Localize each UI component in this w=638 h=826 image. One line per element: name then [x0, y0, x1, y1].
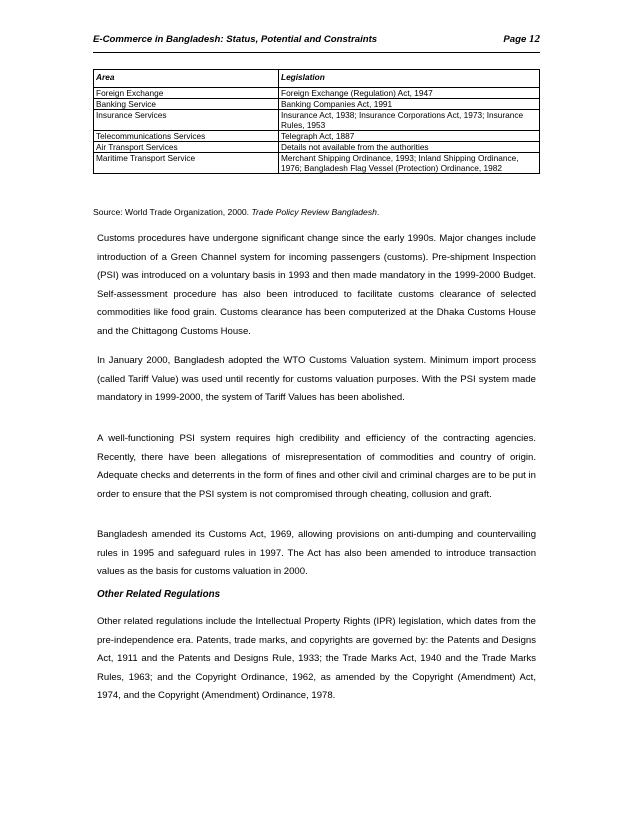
table-cell-area: Foreign Exchange: [94, 88, 279, 99]
table-row: [94, 110, 540, 131]
source-suffix: .: [376, 207, 380, 217]
table-cell-legislation: Foreign Exchange (Regulation) Act, 1947: [279, 88, 540, 99]
table-row: [94, 131, 540, 142]
table-cell-area: Air Transport Services: [94, 142, 279, 153]
table-cell-legislation: Insurance Act, 1938; Insurance Corporations Act, 1973; Insurance Rules, 1953: [279, 110, 540, 131]
page-header: [93, 33, 540, 45]
table-cell-area: Banking Service: [94, 99, 279, 110]
table-header-row: [94, 70, 540, 88]
page-number-value: 12: [529, 33, 540, 45]
source-prefix: Source: World Trade Organization, 2000.: [93, 207, 252, 217]
paragraph-customs-procedures: Customs procedures have undergone significant change since the early 1990s. Major changes include introduction of a Green Channel system for incoming passengers (customs). Pre-shipment Inspection (PSI) was introduced on a voluntary basis in 1993 and then made mandatory in the 1999-2000 Budget. Self-assessment procedure has also been introduced to facilitate customs clearance of selected commodities like food grain. Customs clearance has been computerized at the Dhaka Customs House and the Chittagong Customs House.: [97, 233, 536, 337]
table-cell-area: Maritime Transport Service: [94, 153, 279, 174]
table-cell-legislation: Merchant Shipping Ordinance, 1993; Inland Shipping Ordinance, 1976; Bangladesh Flag Vessel (Protection) Ordinance, 1982: [279, 153, 540, 174]
table-row: [94, 99, 540, 110]
table-cell-legislation: Details not available from the authorities: [279, 142, 540, 153]
column-header-legislation: Legislation: [279, 70, 540, 88]
paragraph-customs-act: Bangladesh amended its Customs Act, 1969, allowing provisions on anti-dumping and countervailing rules in 1995 and safeguard rules in 1997. The Act has also been amended to introduce transaction values as the basis for customs valuation in 2000.: [97, 529, 536, 577]
table-cell-area: Insurance Services: [94, 110, 279, 131]
table-cell-legislation: Telegraph Act, 1887: [279, 131, 540, 142]
column-header-area: Area: [94, 70, 279, 88]
document-title: E-Commerce in Bangladesh: Status, Potential and Constraints: [93, 34, 378, 45]
paragraph-psi-system: A well-functioning PSI system requires high credibility and efficiency of the contracting agencies. Recently, there have been allegations of misrepresentation of commodities and country of origin. Adequate checks and deterrents in the form of fines and other civil and criminal charges are to be put in order to ensure that the PSI system is not compromised through cheating, collusion and graft.: [97, 433, 536, 500]
page-number: [503, 33, 540, 45]
paragraph-customs-valuation: In January 2000, Bangladesh adopted the WTO Customs Valuation system. Minimum import process (called Tariff Value) was used until recently for customs valuation purposes. With the PSI system made mandatory in 1999-2000, the system of Tariff Values has been abolished.: [97, 355, 536, 403]
page-label: Page: [503, 34, 527, 45]
table-cell-area: Telecommunications Services: [94, 131, 279, 142]
table-row: [94, 142, 540, 153]
table-row: [94, 153, 540, 174]
table-source-note: [93, 207, 379, 217]
table-cell-legislation: Banking Companies Act, 1991: [279, 99, 540, 110]
table-row: [94, 88, 540, 99]
header-divider: [93, 52, 540, 53]
source-title: Trade Policy Review Bangladesh: [251, 207, 377, 217]
section-heading: Other Related Regulations: [97, 589, 221, 600]
paragraph-ipr-legislation: Other related regulations include the Intellectual Property Rights (IPR) legislation, which dates from the pre-independence era. Patents, trade marks, and copyrights are governed by: the Patents and Designs Act, 1911 and the Patents and Designs Rule, 1933; the Trade Marks Act, 1940 and the Trade Marks Rules, 1963; and the Copyright Ordinance, 1962, as amended by the Copyright (Amendment) Act, 1974, and the Copyright (Amendment) Ordinance, 1978.: [97, 616, 536, 701]
legislation-table: [93, 69, 540, 174]
